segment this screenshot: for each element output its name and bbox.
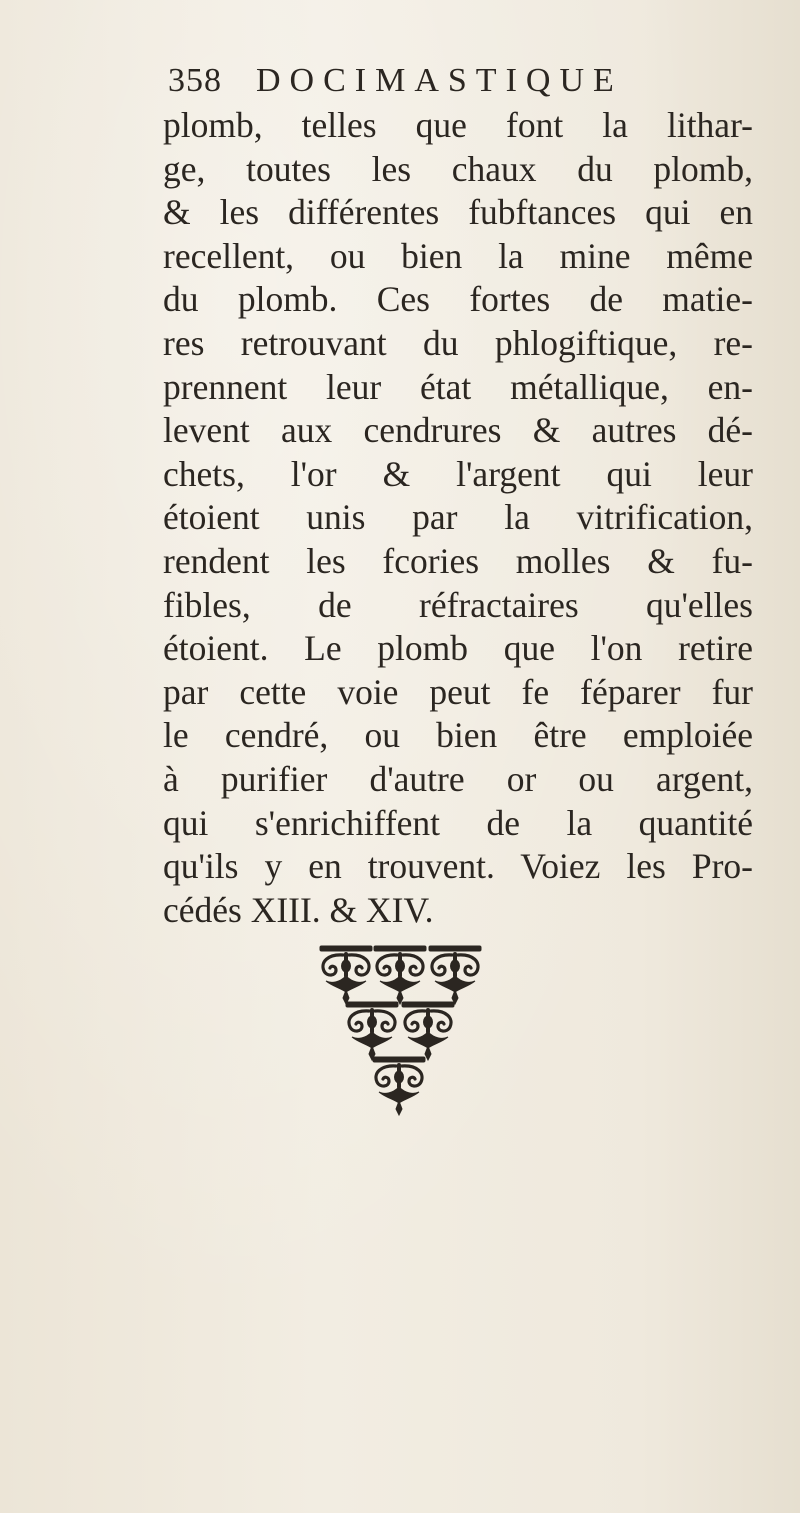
text-line: rendent les fcories molles & fu-	[163, 540, 753, 581]
fleuron-pyramid-icon	[0, 940, 800, 1120]
text-line: qui s'enrichiffent de la quantité	[163, 802, 753, 843]
text-line: res retrouvant du phlogiftique, re-	[163, 322, 753, 363]
text-line: à purifier d'autre or ou argent,	[163, 758, 753, 799]
text-line: du plomb. Ces fortes de matie-	[163, 279, 753, 320]
text-line: plomb, telles que font la lithar-	[163, 105, 753, 145]
text-line: chets, l'or & l'argent qui leur	[163, 453, 753, 494]
text-line: étoient unis par la vitrification,	[163, 497, 753, 538]
running-title: DOCIMASTIQUE	[256, 62, 623, 99]
page-number: 358	[168, 62, 222, 99]
text-line: fibles, de réfractaires qu'elles	[163, 584, 753, 625]
text-line: étoient. Le plomb que l'on retire	[163, 628, 753, 669]
text-line: cédés XIII. & XIV.	[163, 889, 434, 930]
text-line: recellent, ou bien la mine même	[163, 235, 753, 276]
text-line: le cendré, ou bien être emploiée	[163, 715, 753, 756]
text-line: qu'ils y en trouvent. Voiez les Pro-	[163, 846, 753, 887]
fleuron-ornament	[0, 940, 800, 1120]
text-line: & les différentes fubftances qui en	[163, 192, 753, 233]
text-line: par cette voie peut fe féparer fur	[163, 671, 753, 712]
body-text	[163, 104, 753, 932]
text-line: ge, toutes les chaux du plomb,	[163, 148, 753, 189]
text-line: prennent leur état métallique, en-	[163, 366, 753, 407]
text-line: levent aux cendrures & autres dé-	[163, 410, 753, 451]
page-header	[168, 62, 623, 102]
